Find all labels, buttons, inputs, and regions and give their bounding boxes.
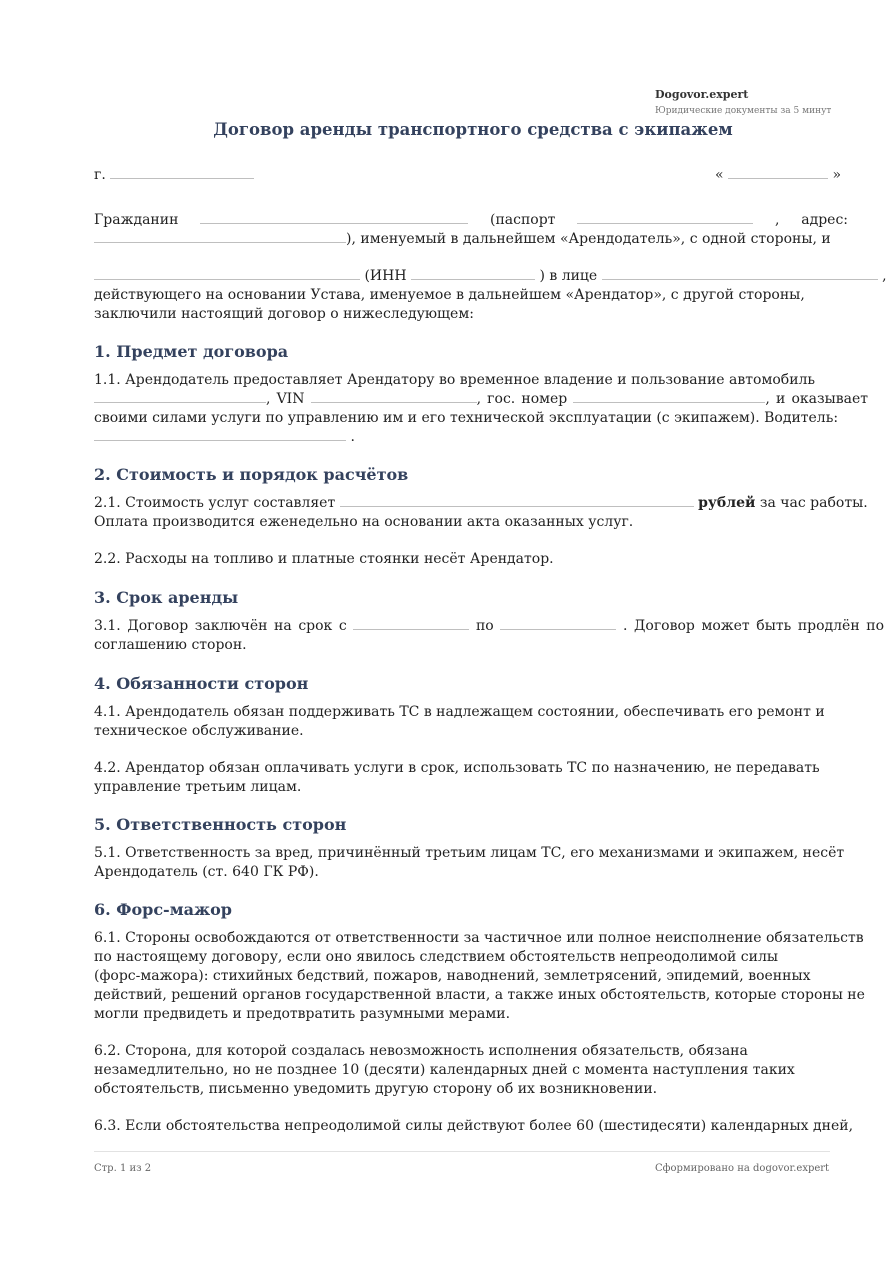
term-from-blank[interactable] <box>353 617 469 630</box>
s6-p2-line1: 6.2. Сторона, для которой создалась невозможность исполнения обязательств, обязана <box>94 1043 748 1059</box>
s6-p1-line4: действий, решений органов государственной власти, а также иных обстоятельств, которые стороны не <box>94 987 865 1003</box>
s4-p2-line1: 4.2. Арендатор обязан оплачивать услуги в срок, использовать ТС по назначению, не передавать <box>94 760 820 776</box>
s2-p1-line2: Оплата производится еженедельно на основании акта оказанных услуг. <box>94 514 634 530</box>
date-blank[interactable] <box>728 166 828 179</box>
s5-p1-line2: Арендодатель (ст. 640 ГК РФ). <box>94 864 319 880</box>
document-title: Договор аренды транспортного средства с экипажем <box>213 120 733 139</box>
s1-tail: , и оказывает <box>765 391 869 407</box>
generated-note: Сформировано на dogovor.expert <box>655 1163 830 1174</box>
city-blank[interactable] <box>110 166 254 179</box>
gos-number-blank[interactable] <box>573 390 765 403</box>
s4-p1-line1: 4.1. Арендодатель обязан поддерживать ТС в надлежащем состоянии, обеспечивать его ремонт и <box>94 704 825 720</box>
s2-p1-start: 2.1. Стоимость услуг составляет <box>94 495 336 511</box>
date-open-quote: « <box>715 167 724 183</box>
s6-p1-line3: (форс-мажора): стихийных бедствий, пожаров, наводнений, землетрясений, эпидемий, военных <box>94 968 811 984</box>
s3-tail: . Договор может быть продлён по <box>622 618 885 634</box>
vin-blank[interactable] <box>311 390 477 403</box>
brand-tagline: Юридические документы за 5 минут <box>655 106 832 116</box>
party1-name-blank[interactable] <box>200 211 468 224</box>
section2-heading: 2. Стоимость и порядок расчётов <box>94 465 409 484</box>
party2-name-blank[interactable] <box>94 267 360 280</box>
party1-address-blank[interactable] <box>94 230 346 243</box>
party1-passport: (паспорт <box>489 212 556 228</box>
s1-p1-line1: 1.1. Арендодатель предоставляет Арендатору во временное владение и пользование автомобиль <box>94 372 816 388</box>
price-blank[interactable] <box>340 494 694 507</box>
s2-p1-line1 <box>94 494 868 513</box>
s2-rub: рублей <box>698 495 756 511</box>
s3-p1-start: 3.1. Договор заключён на срок с <box>94 618 347 634</box>
s3-po: по <box>475 618 494 634</box>
page-number: Стр. 1 из 2 <box>94 1163 152 1174</box>
date-close-quote: » <box>832 167 842 183</box>
s1-vin-label: , VIN <box>266 391 305 407</box>
party1-line1 <box>94 211 848 230</box>
s5-p1-line1: 5.1. Ответственность за вред, причинённый третьим лицам ТС, его механизмами и экипажем, несёт <box>94 845 845 861</box>
party2-line3: заключили настоящий договор о нижеследующем: <box>94 306 474 322</box>
party2-comma: , <box>882 268 887 284</box>
driver-blank[interactable] <box>94 428 346 441</box>
s2-p2: 2.2. Расходы на топливо и платные стоянки несёт Арендатор. <box>94 551 554 567</box>
party2-inn-blank[interactable] <box>411 267 535 280</box>
party1-line2 <box>94 230 831 249</box>
party2-inn: (ИНН <box>364 268 407 284</box>
s6-p1-line2: по настоящему договору, если оно явилось следствием обстоятельств непреодолимой силы <box>94 949 778 965</box>
s6-p3-line1: 6.3. Если обстоятельства непреодолимой силы действуют более 60 (шестидесяти) календарных дней, <box>94 1118 854 1134</box>
city-line <box>94 166 254 185</box>
footer-divider <box>94 1151 830 1152</box>
date-line <box>715 166 841 185</box>
term-to-blank[interactable] <box>500 617 616 630</box>
s1-end: . <box>350 429 355 445</box>
party1-comma: , <box>775 212 780 228</box>
party2-in-person: ) в лице <box>539 268 598 284</box>
s6-p1-line5: могли предвидеть и предотвратить разумными мерами. <box>94 1006 511 1022</box>
s3-p1-line2: соглашению сторон. <box>94 637 247 653</box>
s6-p2-line2: незамедлительно, но не позднее 10 (десяти) календарных дней с момента наступления таких <box>94 1062 795 1078</box>
section5-heading: 5. Ответственность сторон <box>94 815 347 834</box>
brand-block <box>655 88 831 118</box>
s1-gos-label: , гос. номер <box>476 391 568 407</box>
section4-heading: 4. Обязанности сторон <box>94 674 309 693</box>
s1-p1-line2 <box>94 390 868 409</box>
party1-tail: ), именуемый в дальнейшем «Арендодатель», с одной стороны, и <box>346 231 831 247</box>
s4-p2-line2: управление третьим лицам. <box>94 779 302 795</box>
section6-heading: 6. Форс-мажор <box>94 900 232 919</box>
party2-line2: действующего на основании Устава, именуемое в дальнейшем «Арендатор», с другой стороны, <box>94 287 805 303</box>
car-model-blank[interactable] <box>94 390 266 403</box>
city-prefix: г. <box>94 167 106 183</box>
s4-p1-line2: техническое обслуживание. <box>94 723 304 739</box>
party1-passport-blank[interactable] <box>577 211 753 224</box>
party1-label: Гражданин <box>94 212 179 228</box>
brand-name: Dogovor.expert <box>655 88 749 101</box>
s2-p1-end: за час работы. <box>755 495 868 511</box>
party1-address: адрес: <box>801 212 849 228</box>
s6-p1-line1: 6.1. Стороны освобождаются от ответственности за частичное или полное неисполнение обязательств <box>94 930 864 946</box>
s1-p1-line3: своими силами услуги по управлению им и его технической эксплуатации (с экипажем). Водитель: <box>94 410 839 426</box>
party2-representative-blank[interactable] <box>602 267 878 280</box>
section3-heading: 3. Срок аренды <box>94 588 239 607</box>
s1-p1-line4 <box>94 428 355 447</box>
s3-p1-line1 <box>94 617 884 636</box>
party2-line1 <box>94 267 887 286</box>
s6-p2-line3: обстоятельств, письменно уведомить другую сторону об их возникновении. <box>94 1081 658 1097</box>
section1-heading: 1. Предмет договора <box>94 342 289 361</box>
